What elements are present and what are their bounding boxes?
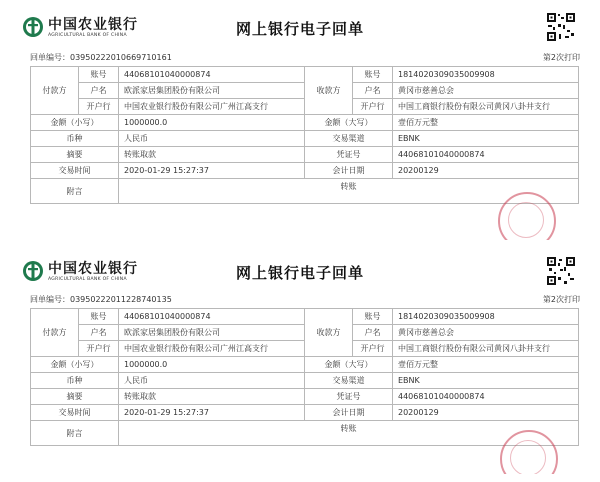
- qr-code-icon: [546, 12, 576, 42]
- receipt-table: [30, 308, 579, 446]
- cell-label: 户名: [353, 325, 393, 341]
- cell-label: 摘要: [31, 147, 119, 163]
- table-row: [31, 373, 579, 389]
- payee-account: 1814020309035009908: [393, 67, 579, 83]
- memo: 转账: [119, 421, 579, 446]
- cell-label: 账号: [79, 67, 119, 83]
- cell-label: 凭证号: [305, 389, 393, 405]
- cell-label: 摘要: [31, 389, 119, 405]
- cell-label: 交易渠道: [305, 373, 393, 389]
- payer-account: 44068101040000874: [119, 67, 305, 83]
- channel: EBNK: [393, 131, 579, 147]
- amount-big: 壹佰万元整: [393, 115, 579, 131]
- cell-label: 户名: [353, 83, 393, 99]
- cell-label: 会计日期: [305, 163, 393, 179]
- cell-label: 金额（大写）: [305, 115, 393, 131]
- cell-label: 凭证号: [305, 147, 393, 163]
- payer-bank: 中国农业银行股份有限公司广州江高支行: [119, 341, 305, 357]
- receipt-title: 网上银行电子回单: [235, 264, 364, 282]
- receipt-number: 回单编号：0395022201122874013​5: [30, 295, 172, 304]
- table-row: [31, 389, 579, 405]
- qr-code-icon: [546, 256, 576, 286]
- cell-label: 附言: [31, 179, 119, 204]
- memo: 转账: [119, 179, 579, 204]
- table-row: [31, 67, 579, 83]
- channel: EBNK: [393, 373, 579, 389]
- print-count: 第2次打印: [542, 53, 580, 62]
- amount-small: 1000000.0: [119, 357, 305, 373]
- payee-label: 收款方: [305, 309, 353, 357]
- bank-name-en: AGRICULTURAL BANK OF CHINA: [48, 33, 127, 38]
- cell-label: 账号: [353, 67, 393, 83]
- cell-label: 开户行: [353, 99, 393, 115]
- summary: 转账取款: [119, 147, 305, 163]
- payee-bank: 中国工商银行股份有限公司黄冈八卦井支行: [393, 341, 579, 357]
- table-row: [31, 421, 579, 446]
- table-row: [31, 179, 579, 204]
- payer-label: 付款方: [31, 67, 79, 115]
- cell-label: 开户行: [353, 341, 393, 357]
- table-row: [31, 147, 579, 163]
- receipt-table: [30, 66, 579, 204]
- payer-account: 44068101040000874: [119, 309, 305, 325]
- cell-label: 会计日期: [305, 405, 393, 421]
- print-count: 第2次打印: [542, 295, 580, 304]
- cell-label: 开户行: [79, 341, 119, 357]
- table-row: [31, 309, 579, 325]
- payee-bank: 中国工商银行股份有限公司黄冈八卦井支行: [393, 99, 579, 115]
- cell-label: 交易渠道: [305, 131, 393, 147]
- cell-label: 交易时间: [31, 163, 119, 179]
- payer-name: 欧派家居集团股份有限公司: [119, 325, 305, 341]
- receipt-number: 回单编号：0395022201066971016​1: [30, 53, 172, 62]
- table-row: [31, 357, 579, 373]
- table-row: [31, 131, 579, 147]
- voucher-number: 44068101040000874: [393, 147, 579, 163]
- receipt-1: [0, 8, 600, 240]
- transaction-time: 2020-01-29 15:27:37: [119, 163, 305, 179]
- bank-name-cn: 中国农业银行: [48, 261, 138, 277]
- payee-name: 黄冈市慈善总会: [393, 83, 579, 99]
- payee-name: 黄冈市慈善总会: [393, 325, 579, 341]
- bank-name-cn: 中国农业银行: [48, 17, 138, 33]
- cell-label: 金额（大写）: [305, 357, 393, 373]
- cell-label: 户名: [79, 83, 119, 99]
- cell-label: 金额（小写）: [31, 115, 119, 131]
- transaction-time: 2020-01-29 15:27:37: [119, 405, 305, 421]
- summary: 转账取款: [119, 389, 305, 405]
- payer-name: 欧派家居集团股份有限公司: [119, 83, 305, 99]
- cell-label: 交易时间: [31, 405, 119, 421]
- receipt-title: 网上银行电子回单: [235, 20, 364, 38]
- payer-label: 付款方: [31, 309, 79, 357]
- accounting-date: 20200129: [393, 163, 579, 179]
- amount-big: 壹佰万元整: [393, 357, 579, 373]
- cell-label: 币种: [31, 373, 119, 389]
- currency: 人民币: [119, 373, 305, 389]
- table-row: [31, 163, 579, 179]
- currency: 人民币: [119, 131, 305, 147]
- bank-name-en: AGRICULTURAL BANK OF CHINA: [48, 277, 127, 282]
- payee-label: 收款方: [305, 67, 353, 115]
- payee-account: 1814020309035009908: [393, 309, 579, 325]
- receipt-2: [0, 252, 600, 474]
- cell-label: 户名: [79, 325, 119, 341]
- amount-small: 1000000.0: [119, 115, 305, 131]
- table-row: [31, 115, 579, 131]
- cell-label: 账号: [79, 309, 119, 325]
- cell-label: 开户行: [79, 99, 119, 115]
- cell-label: 附言: [31, 421, 119, 446]
- cell-label: 币种: [31, 131, 119, 147]
- accounting-date: 20200129: [393, 405, 579, 421]
- cell-label: 账号: [353, 309, 393, 325]
- voucher-number: 44068101040000874: [393, 389, 579, 405]
- cell-label: 金额（小写）: [31, 357, 119, 373]
- payer-bank: 中国农业银行股份有限公司广州江高支行: [119, 99, 305, 115]
- table-row: [31, 405, 579, 421]
